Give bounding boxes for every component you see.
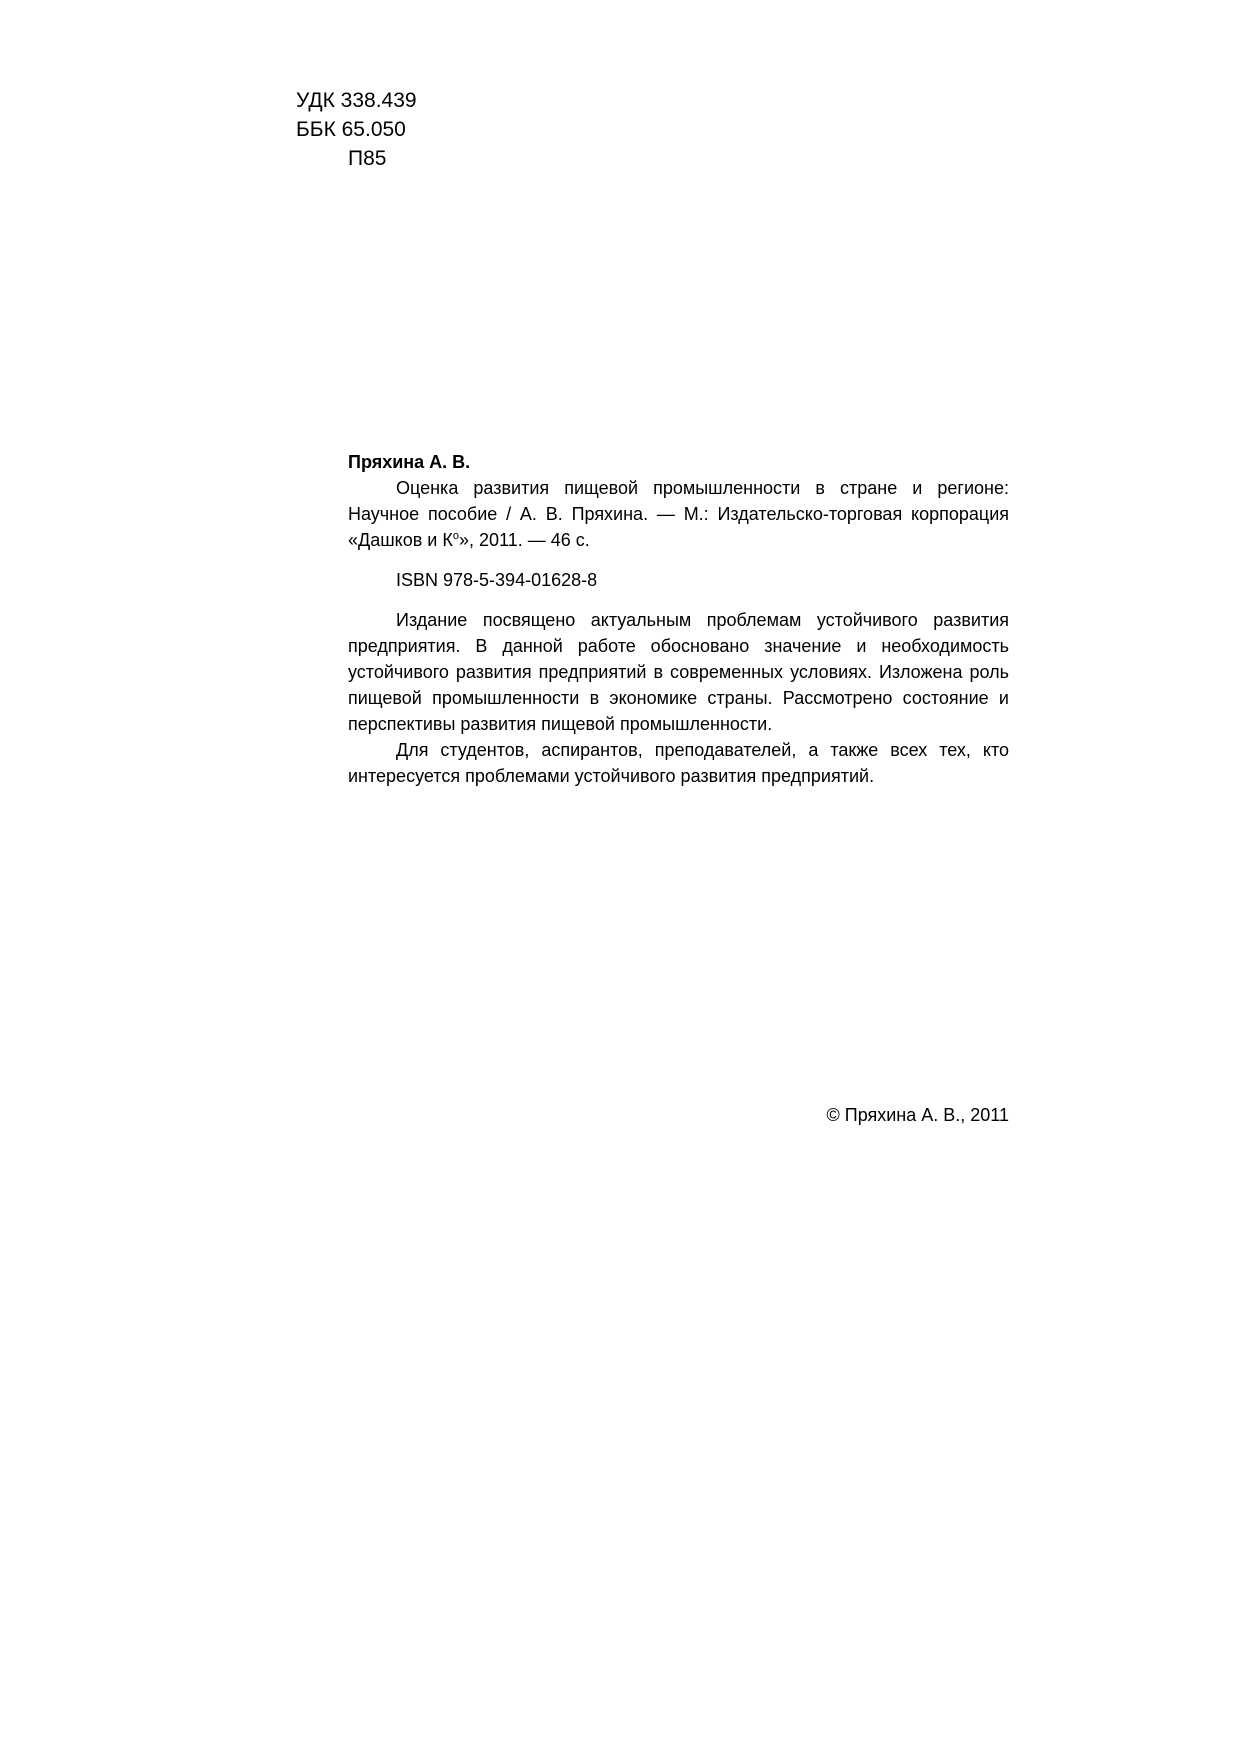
copyright-notice: © Пряхина А. В., 2011 [826,1105,1009,1125]
udk-code: УДК 338.439 [296,89,417,112]
bibliographic-entry [348,475,1009,553]
bibliographic-record [348,449,1009,789]
isbn: ISBN 978-5-394-01628-8 [396,570,598,590]
entry-text-end: », 2011. — 46 с. [458,530,590,550]
classification-codes [296,86,417,173]
entry-superscript: о [452,530,459,542]
audience-paragraph: Для студентов, аспирантов, преподавателей, а также всех тех, кто интересуется проблемами устойчивого развития предприятий. [348,740,1009,786]
author-name: Пряхина А. В. [348,452,471,472]
author-mark: П85 [348,147,387,170]
annotation-paragraph: Издание посвящено актуальным проблемам устойчивого развития предприятия. В данной работе обосновано значение и необходимость устойчивого развития предприятий в современных условиях. Изложена роль пищевой промышленности в экономике страны. Рассмотрено состояние и перспективы развития пищевой промышленности. [348,610,1009,734]
bbk-code: ББК 65.050 [296,118,406,141]
entry-text: Оценка развития пищевой промышленности в стране и регионе: Научное пособие / А. В. Пряхина. — М.: Издательско-торговая корпорация «Дашков и К [348,478,1009,550]
